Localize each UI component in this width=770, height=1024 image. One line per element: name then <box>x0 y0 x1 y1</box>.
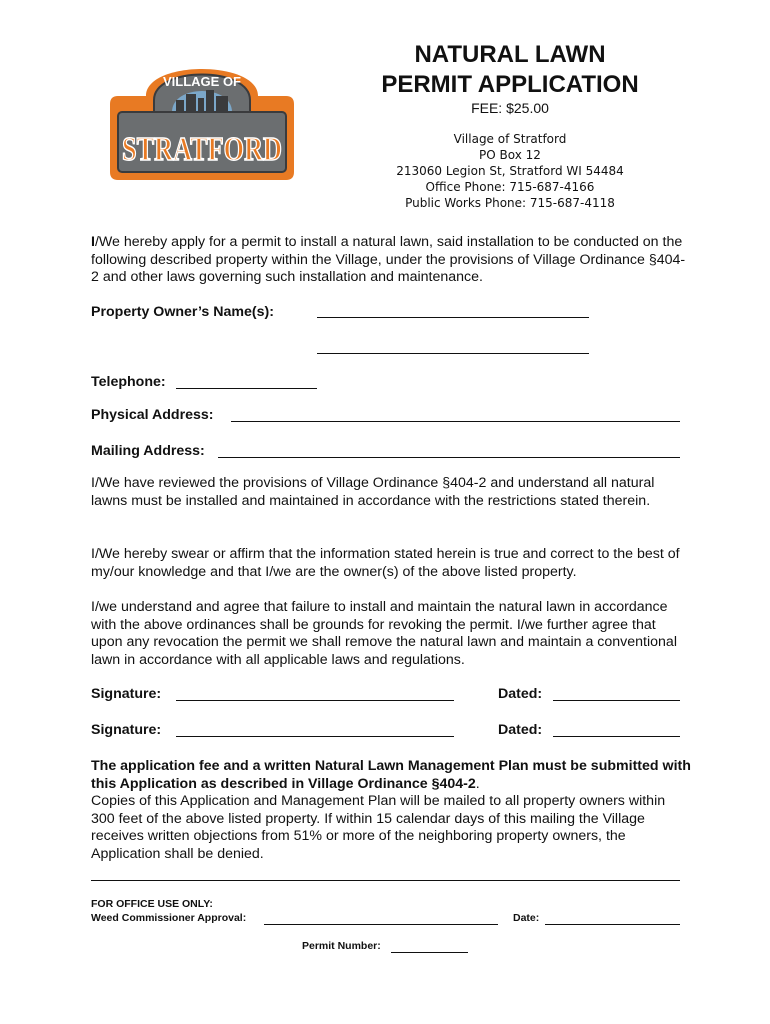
address-line: PO Box 12 <box>479 148 541 162</box>
title-line-2: PERMIT APPLICATION <box>381 71 639 98</box>
village-logo <box>96 40 308 188</box>
office-heading: FOR OFFICE USE ONLY: <box>91 898 213 910</box>
permit-number-label: Permit Number: <box>302 940 381 952</box>
dated-label: Dated: <box>498 722 543 738</box>
dated-label: Dated: <box>498 686 543 702</box>
logo-name: STRATFORD <box>122 131 282 168</box>
address-line: 213060 Legion St, Stratford WI 54484 <box>396 164 624 178</box>
telephone-label: Telephone: <box>91 374 166 390</box>
physical-address-label: Physical Address: <box>91 407 214 423</box>
mailing-address-label: Mailing Address: <box>91 443 205 459</box>
physical-address-line[interactable] <box>231 421 680 422</box>
fee-label: FEE: $25.00 <box>471 100 549 116</box>
owner-name-line-2[interactable] <box>317 353 589 354</box>
signature-label: Signature: <box>91 722 162 738</box>
notice-text: Copies of this Application and Management Plan will be mailed to all property owners within 300 feet of the above listed property. If within 15 calendar days of this mailing the Village receives written objections from 51% or more of the neighboring property owners, the Application shall be denied. <box>91 793 666 862</box>
review-paragraph: I/We have reviewed the provisions of Village Ordinance §404-2 and understand all natural lawns must be installed and maintained in accordance with the restrictions stated therein. <box>91 475 655 509</box>
approval-label: Weed Commissioner Approval: <box>91 912 247 924</box>
owner-label: Property Owner’s Name(s): <box>91 304 274 320</box>
owner-name-line-1[interactable] <box>317 317 589 318</box>
logo-arc-text: VILLAGE OF <box>163 74 241 89</box>
dated-line-1[interactable] <box>553 700 680 701</box>
address-line: Village of Stratford <box>453 132 567 146</box>
title-line-1: NATURAL LAWN <box>414 41 606 68</box>
mailing-address-line[interactable] <box>218 457 680 458</box>
affirm-paragraph: I/We hereby swear or affirm that the information stated herein is true and correct to the best of my/our knowledge and that I/we are the owner(s) of the above listed property. <box>91 546 680 580</box>
notice-bold-end: . <box>475 775 480 792</box>
agreement-paragraph: I/we understand and agree that failure to install and maintain the natural lawn in accordance with the above ordinances shall be grounds for revoking the permit. I/we further agree that upon any revocation the permit we shall remove the natural lawn and maintain a conventional lawn in accordance with all applicable laws and regulations. <box>91 599 677 668</box>
address-line: Office Phone: 715-687-4166 <box>425 180 595 194</box>
telephone-line[interactable] <box>176 388 317 389</box>
dated-line-2[interactable] <box>553 736 680 737</box>
permit-number-line[interactable] <box>391 952 468 953</box>
intro-paragraph <box>91 234 691 287</box>
signature-label: Signature: <box>91 686 162 702</box>
office-date-label: Date: <box>513 912 540 924</box>
office-divider <box>91 880 680 881</box>
signature-line-2[interactable] <box>176 736 454 737</box>
notice-paragraph <box>91 758 691 863</box>
signature-line-1[interactable] <box>176 700 454 701</box>
address-line: Public Works Phone: 715-687-4118 <box>405 196 615 210</box>
intro-lead: I <box>91 234 95 250</box>
office-date-line[interactable] <box>545 924 680 925</box>
notice-bold: The application fee and a written Natural Lawn Management Plan must be submitted with this Application as described in Village Ordinance §404-2 <box>91 758 691 792</box>
intro-text: /We hereby apply for a permit to install a natural lawn, said installation to be conducted on the following described property within the Village, under the provisions of Village Ordinance §404-2 and other laws governing such installation and maintenance. <box>91 234 686 285</box>
approval-line[interactable] <box>264 924 498 925</box>
